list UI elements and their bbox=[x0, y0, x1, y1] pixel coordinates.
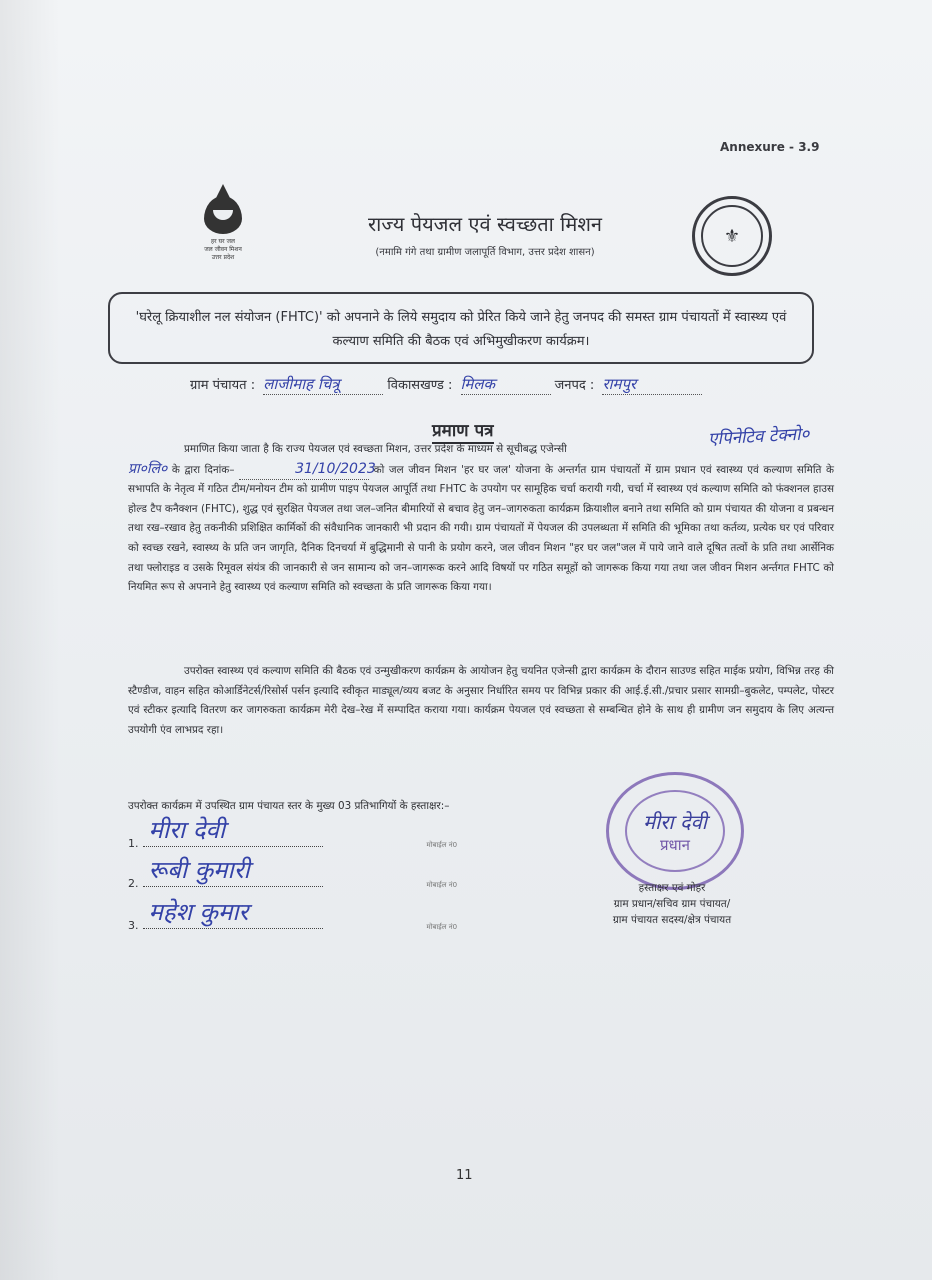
para1-part-c: को जल जीवन मिशन 'हर घर जल' योजना के अन्तर्गत ग्राम पंचायतों में ग्राम प्रधान एवं स्वास्थ्य एवं कल्याण समिति के सभापति के नेतृत्व में गठित टीम/मनोयन टीम को ग्रामीण पाइप पेयजल आपूर्ति तथा FHTC के उपयोग पर सामूहिक चर्चा करायी गयी, चर्चा में स्वास्थ्य एवं कल्याण समिति को फंक्शनल हाउस होल्ड टैप कनैक्शन (FHTC), शुद्ध एवं सुरक्षित पेयजल तथा जल–जनित बीमारियों से बचाव हेतु जन–जागरुकता कार्यक्रम क्रियाशील बनाने तथा समिति को ग्राम पंचायत की योजना व प्रबन्धन तथा रख–रखाव हेतु तकनीकी प्रशिक्षित कार्मिकों की संवैधानिक जानकारी भी प्रदान की गयी। ग्राम पंचायतों में पेयजल की उपलब्धता में समिति की भूमिका तथा कर्तव्य, प्रत्येक घर एवं परिवार को स्वच्छ रखने, स्वास्थ्य के प्रति जन जागृति, दैनिक दिनचर्या में बुद्धिमानी से पानी के प्रयोग करने, जल जीवन मिशन "हर घर जल"जल में पाये जाने वाले दूषित तत्वों के प्रति तथा आर्सेनिक तथा फ्लोराइड व उसके रिमूवल संयंत्र की जानकारी से जन सामान्य को जन–जागरूक करने आदि विषयों पर गठित समूहों को जागरूक किया गया तथा जल जीवन मिशन अर्न्तगत FHTC को नियमित रूप से अपनाने हेतु स्वास्थ्य एवं कल्याण समिति को स्वच्छता के प्रति जागरूक किया गया। bbox=[128, 463, 835, 594]
logo-caption: हर घर जल जल जीवन मिशन उत्तर प्रदेश bbox=[204, 238, 242, 261]
signatory-line-3: ग्राम पंचायत सदस्य/क्षेत्र पंचायत bbox=[612, 914, 732, 926]
participant-number: 1. bbox=[128, 837, 139, 850]
participant-signature-3 bbox=[128, 898, 458, 932]
participants-intro: उपरोक्त कार्यक्रम में उपस्थित ग्राम पंचायत स्तर के मुख्य 03 प्रतिभागियों के हस्ताक्षर:– bbox=[128, 800, 450, 812]
program-title-box: 'घरेलू क्रियाशील नल संयोजन (FHTC)' को अपनाने के लिये समुदाय को प्रेरित किये जाने हेतु जनपद की समस्त ग्राम पंचायतों में स्वास्थ्य एवं कल्याण समिति की बैठक एवं अभिमुखीकरण कार्यक्रम। bbox=[108, 292, 814, 364]
signatory-block bbox=[582, 880, 762, 928]
participant-sign: मीरा देवी bbox=[148, 816, 226, 844]
stamp-text: प्रधान bbox=[660, 835, 690, 854]
page-shadow bbox=[0, 0, 60, 1280]
page-number: 11 bbox=[456, 1168, 473, 1183]
signatory-line-1: हस्ताक्षर एवं मोहर bbox=[638, 882, 706, 894]
mobile-label: मोबाईल नं0 bbox=[426, 923, 458, 931]
stamp-inner-ring bbox=[625, 790, 725, 872]
handwritten-date: 31/10/2023 bbox=[239, 460, 369, 481]
janpad-value: रामपुर bbox=[602, 374, 702, 395]
vikaskhand-value: मिलक bbox=[461, 374, 551, 395]
stamp-signature: मीरा देवी bbox=[643, 809, 707, 834]
vikaskhand-label: विकासखण्ड : bbox=[387, 378, 453, 393]
location-fields bbox=[190, 374, 830, 395]
header-subtitle: (नमामि गंगे तथा ग्रामीण जलापूर्ति विभाग, उत्तर प्रदेश शासन) bbox=[375, 247, 595, 258]
participant-signature-1 bbox=[128, 816, 458, 850]
participant-signature-2 bbox=[128, 856, 458, 890]
annexure-label: Annexure - 3.9 bbox=[720, 140, 820, 154]
para1-part-b: के द्वारा दिनांक– bbox=[171, 463, 235, 476]
participant-sign: महेश कुमार bbox=[148, 898, 249, 926]
certificate-paragraph-2: उपरोक्त स्वास्थ्य एवं कल्याण समिति की बैठक एवं उन्मुखीकरण कार्यक्रम के आयोजन हेतु चयनित एजेन्सी द्वारा कार्यक्रम के दौरान साउण्ड सहित माईक प्रयोग, विभिन्न तरह की स्टैण्डीज, वाहन सहित कोआर्डिनेटर्स/रिसोर्स पर्सन इत्यादि स्वीकृत माड्यूल/व्यय बजट के अनुसार निर्धारित समय पर विभिन्न प्रकार की आई.ई.सी./प्रचार प्रसार सामग्री–बुकलेट, पम्पलेट, पोस्टर एवं स्टीकर इत्यादि वितरण कर जागरुकता कार्यक्रम मेरी देख–रेख में सम्पादित कराया गया। कार्यक्रम पेयजल एवं स्वच्छता से सम्बन्धित होने के साथ ही ग्रामीण जन समुदाय के लिए अत्यन्त उपयोगी एंव लाभप्रद रहा। bbox=[128, 665, 834, 736]
water-drop-icon bbox=[204, 196, 242, 234]
seal-emblem-icon: ⚜ bbox=[701, 205, 763, 267]
participant-number: 2. bbox=[128, 877, 139, 890]
gram-panchayat-value: लाजीमाह चित्रू bbox=[263, 374, 383, 395]
gram-panchayat-label: ग्राम पंचायत : bbox=[190, 378, 256, 393]
mobile-label: मोबाईल नं0 bbox=[426, 881, 458, 889]
certificate-paragraph-1 bbox=[128, 440, 834, 598]
jal-jeevan-mission-logo bbox=[188, 196, 258, 276]
handwritten-agency-name: एपिनेटिव टेक्नो० bbox=[707, 424, 810, 450]
header-title: राज्य पेयजल एवं स्वच्छता मिशन bbox=[367, 212, 603, 236]
participant-number: 3. bbox=[128, 919, 139, 932]
mobile-label: मोबाईल नं0 bbox=[426, 841, 458, 849]
janpad-label: जनपद : bbox=[554, 378, 595, 393]
para1-part-a: प्रमाणित किया जाता है कि राज्य पेयजल एवं स्वच्छता मिशन, उत्तर प्रदेश के माध्यम से सूचीबद्ध एजेन्सी bbox=[184, 443, 567, 455]
signatory-line-2: ग्राम प्रधान/सचिव ग्राम पंचायत/ bbox=[613, 898, 731, 910]
handwritten-prefix: प्रा०लि० bbox=[128, 460, 168, 477]
pradhan-stamp bbox=[606, 772, 744, 890]
up-government-seal bbox=[692, 196, 772, 276]
certificate-heading: प्रमाण पत्र bbox=[432, 418, 494, 444]
participant-sign: रूबी कुमारी bbox=[148, 856, 250, 884]
